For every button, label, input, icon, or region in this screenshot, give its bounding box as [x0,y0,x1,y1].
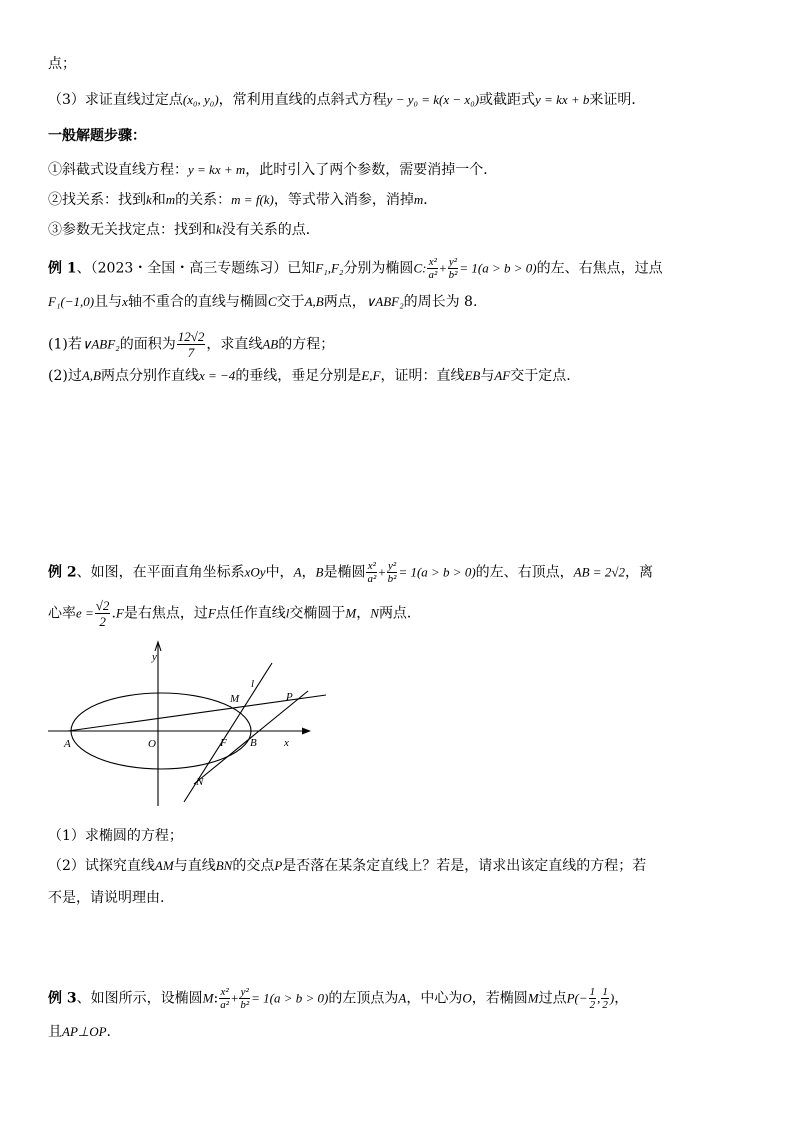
label-x: x [284,737,289,749]
fraction: $\frac{12√2}{7}$ [177,329,205,360]
label-f: F [220,737,227,749]
label-p: P [286,691,293,703]
label-a: A [64,738,71,750]
example-3-statement: 例 3、如图所示，设椭圆M: $\frac{\text{x²}}{\text{a²}}$ + $\frac{\text{y²}}{\text{b²}}$ = 1(a > b > 0)的左顶点为A，中心为O，若椭圆M过点P(− $\frac{1}{2}$ , $\frac{1}{2}$ )， [48,986,629,1011]
fraction: $\frac{\text{y²}}{\text{b²}}$ [448,256,458,281]
ellipse-figure [44,638,344,810]
fraction: $\frac{\text{x²}}{\text{a²}}$ [220,986,229,1011]
label-y: y [152,651,157,663]
example-1-question-2: (2)过A,B两点分别作直线x = −4的垂线，垂足分别是E,F，证明：直线EB与AF交于定点. [48,368,571,384]
fraction: $\frac{1}{2}$ [589,986,596,1011]
label-m: M [230,693,240,705]
label-n: N [196,776,204,788]
text-line: F₁(−1,0)且与x轴不重合的直线与椭圆C交于A,B两点，∨ABF₂的周长为 8. [48,294,478,310]
text-line: ②找关系：找到k和m的关系：m = f(k)，等式带入消参，消掉m． [48,192,438,208]
text-line: ①斜截式设直线方程：y = kx + m，此时引入了两个参数，需要消掉一个． [48,162,498,178]
label-b: B [250,737,257,749]
text-line: 且AP⊥OP. [48,1024,111,1040]
label-l: l [251,678,255,690]
section-heading: 一般解题步骤： [48,128,146,144]
fraction: $\frac{\text{x²}}{\text{a²}}$ [367,560,377,585]
example-2-statement: 例 2、如图，在平面直角坐标系xOy中，A，B是椭圆 $\frac{\text{x²}}{\text{a²}}$ + $\frac{\text{y²}}{\text{b²}}$ = 1(a > b > 0)的左、右顶点，AB = 2√2，离 [48,560,653,585]
x-axis-arrow [302,728,311,735]
fraction: $\frac{√2}{2}$ [95,598,110,629]
text-line: 心率e = $\frac{√2}{2}$ .F是右焦点，过F点任作直线l交椭圆于M，N两点． [48,598,421,629]
text-line: 不是，请说明理由. [48,890,165,906]
fraction: $\frac{\text{y²}}{\text{b²}}$ [387,560,397,585]
fraction: $\frac{\text{x²}}{\text{a²}}$ [428,256,438,281]
fraction: $\frac{\text{y²}}{\text{b²}}$ [240,986,250,1011]
fraction: $\frac{1}{2}$ [602,986,608,1011]
text-line: 点； [48,56,76,72]
text-line: ③参数无关找定点：找到和k没有关系的点． [48,222,320,238]
example-1-statement: 例 1、（2023・全国・高三专题练习）已知F₁,F₂分别为椭圆C: $\frac{\text{x²}}{\text{a²}}$ + $\frac{\text{y²}}{\text{b²}}$ = 1(a > b > 0)的左、右焦点，过点 [48,256,663,281]
example-2-question-1: （1）求椭圆的方程； [48,828,183,844]
text-line: （3）求证直线过定点(x₀, y₀)，常利用直线的点斜式方程y − y₀ = k(x − x₀)或截距式y = kx + b来证明． [48,92,646,108]
example-2-question-2: （2）试探究直线AM与直线BN的交点P是否落在某条定直线上？若是，请求出该定直线的方程；若 [48,858,647,874]
example-1-question-1: (1)若∨ABF₂的面积为 $\frac{12√2}{7}$ ，求直线AB的方程； [48,329,335,360]
label-o: O [148,738,156,750]
